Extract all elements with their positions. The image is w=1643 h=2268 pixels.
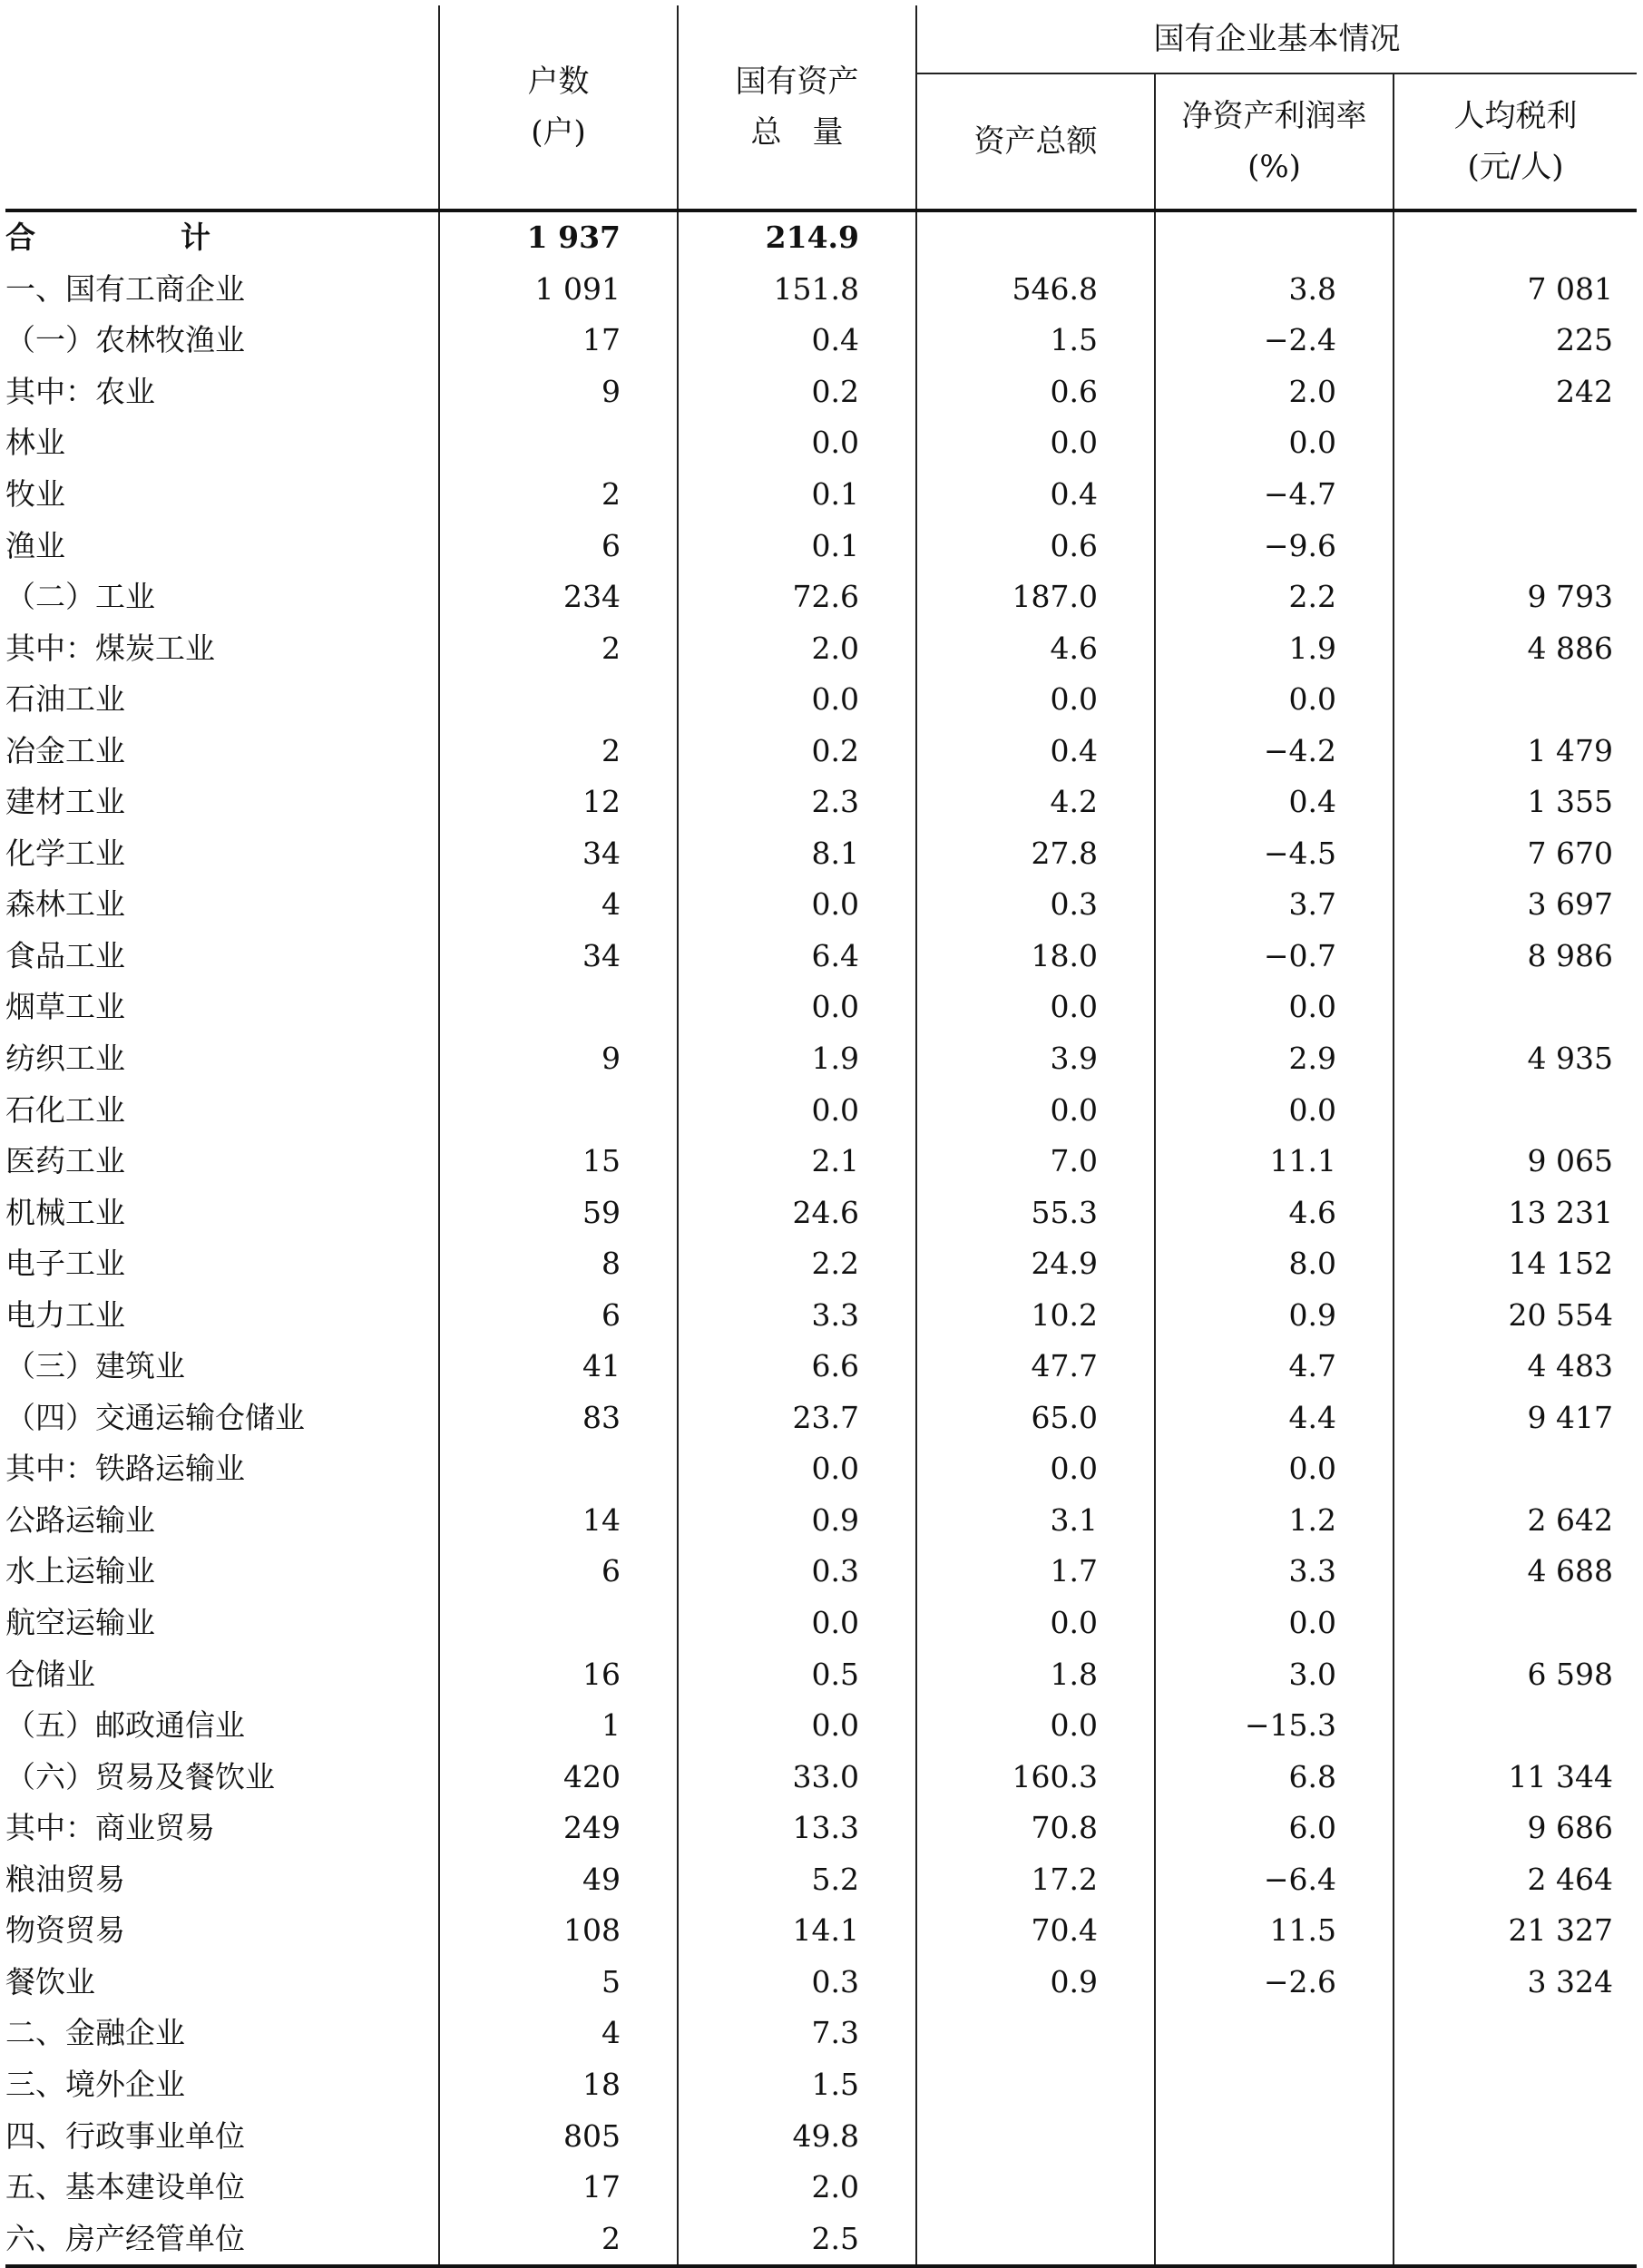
tax-per-capita-cell: 14 152 xyxy=(1508,1246,1613,1282)
households-cell: 9 xyxy=(439,367,678,418)
table-row xyxy=(5,2162,1637,2214)
state-assets-cell: 0.1 xyxy=(678,520,916,572)
tax-per-capita-cell xyxy=(1394,469,1637,521)
tax-per-capita-cell: 225 xyxy=(1556,322,1613,358)
state-assets-cell: 0.1 xyxy=(678,469,916,521)
total-assets-cell: 27.8 xyxy=(916,828,1155,880)
state-assets-cell: 2.2 xyxy=(678,1238,916,1290)
return-rate-cell: 0.0 xyxy=(1155,417,1394,469)
tax-per-capita-cell xyxy=(1394,2059,1637,2111)
state-assets-cell: 0.4 xyxy=(678,315,916,367)
table-row xyxy=(5,1289,1637,1341)
households-cell: 108 xyxy=(439,1905,678,1957)
total-assets-cell: 3.1 xyxy=(916,1495,1155,1547)
table-header xyxy=(5,5,1637,210)
row-label: （四）交通运输仓储业 xyxy=(5,1393,439,1444)
return-rate-cell: 6.8 xyxy=(1155,1751,1394,1803)
state-assets-cell: 151.8 xyxy=(678,264,916,316)
table-row xyxy=(5,1084,1637,1136)
households-cell: 34 xyxy=(439,931,678,982)
row-label: 纺织工业 xyxy=(5,1033,439,1085)
households-cell xyxy=(439,1598,678,1649)
total-assets-cell: 0.9 xyxy=(916,1957,1155,2009)
state-assets-header: 国有资产 总 量 xyxy=(678,5,916,210)
households-cell: 2 xyxy=(439,2213,678,2266)
total-assets-cell: 0.0 xyxy=(916,982,1155,1033)
table-row xyxy=(5,1854,1637,1906)
return-rate-cell: 2.9 xyxy=(1155,1033,1394,1085)
table-row xyxy=(5,1546,1637,1598)
return-rate-cell: 0.0 xyxy=(1155,674,1394,726)
return-rate-cell: 0.9 xyxy=(1155,1289,1394,1341)
table-row xyxy=(5,2213,1637,2266)
tax-per-capita-cell xyxy=(1394,2162,1637,2214)
return-rate-cell: 0.4 xyxy=(1155,777,1394,828)
row-label: 电子工业 xyxy=(5,1238,439,1290)
row-label: 烟草工业 xyxy=(5,982,439,1033)
households-cell: 34 xyxy=(439,828,678,880)
return-rate-cell xyxy=(1155,2162,1394,2214)
state-assets-cell: 49.8 xyxy=(678,2110,916,2162)
row-label: 五、基本建设单位 xyxy=(5,2162,439,2214)
return-rate-cell: 0.0 xyxy=(1155,1598,1394,1649)
return-rate-cell: −2.4 xyxy=(1155,315,1394,367)
state-assets-cell: 2.3 xyxy=(678,777,916,828)
return-rate-cell: 0.0 xyxy=(1155,1443,1394,1495)
tax-per-capita-cell xyxy=(1394,417,1637,469)
total-assets-header: 资产总额 xyxy=(916,73,1155,210)
households-cell: 17 xyxy=(439,2162,678,2214)
total-label: 合 计 xyxy=(5,210,439,264)
state-assets-cell: 0.0 xyxy=(678,1598,916,1649)
total-assets-cell: 0.4 xyxy=(916,469,1155,521)
return-rate-cell xyxy=(1155,2059,1394,2111)
table-row xyxy=(5,1905,1637,1957)
return-rate-cell: 8.0 xyxy=(1155,1238,1394,1290)
return-rate-cell xyxy=(1155,2213,1394,2266)
return-rate-cell: 4.6 xyxy=(1155,1187,1394,1238)
tax-per-capita-cell xyxy=(1394,1598,1637,1649)
total-assets-cell: 10.2 xyxy=(916,1289,1155,1341)
table-row xyxy=(5,2110,1637,2162)
tax-per-capita-cell: 7 670 xyxy=(1527,835,1613,871)
total-assets-cell: 546.8 xyxy=(916,264,1155,316)
total-assets-cell: 0.6 xyxy=(916,520,1155,572)
households-cell xyxy=(439,1443,678,1495)
total-assets-cell xyxy=(916,2162,1155,2214)
tax-per-capita-cell xyxy=(1394,2008,1637,2059)
households-cell: 15 xyxy=(439,1136,678,1188)
table-row xyxy=(5,1957,1637,2009)
table-row xyxy=(5,982,1637,1033)
state-assets-cell: 1.5 xyxy=(678,2059,916,2111)
row-label: 公路运输业 xyxy=(5,1495,439,1547)
households-cell: 6 xyxy=(439,1546,678,1598)
total-state-assets: 214.9 xyxy=(678,210,916,264)
row-label: 其中：煤炭工业 xyxy=(5,622,439,674)
table-row xyxy=(5,264,1637,316)
tax-per-capita-cell: 3 324 xyxy=(1527,1963,1613,1999)
tax-per-capita-cell: 4 935 xyxy=(1527,1041,1613,1077)
row-label: 建材工业 xyxy=(5,777,439,828)
row-label: 林业 xyxy=(5,417,439,469)
total-assets-cell xyxy=(916,2213,1155,2266)
table-row xyxy=(5,674,1637,726)
households-cell: 420 xyxy=(439,1751,678,1803)
state-assets-cell: 2.1 xyxy=(678,1136,916,1188)
tax-per-capita-cell: 4 483 xyxy=(1527,1348,1613,1384)
return-rate-cell: −0.7 xyxy=(1155,931,1394,982)
row-label: 石化工业 xyxy=(5,1084,439,1136)
table-row xyxy=(5,1187,1637,1238)
return-rate-cell: −4.7 xyxy=(1155,469,1394,521)
row-label: 仓储业 xyxy=(5,1648,439,1700)
total-assets-cell: 17.2 xyxy=(916,1854,1155,1906)
tax-per-capita-header: 人均税利 (元/人) xyxy=(1394,73,1637,210)
households-cell: 49 xyxy=(439,1854,678,1906)
return-rate-cell xyxy=(1155,2110,1394,2162)
row-label: 其中：铁路运输业 xyxy=(5,1443,439,1495)
return-rate-cell: −6.4 xyxy=(1155,1854,1394,1906)
state-assets-cell: 0.0 xyxy=(678,674,916,726)
total-assets-cell: 0.0 xyxy=(916,1084,1155,1136)
return-rate-cell: 11.5 xyxy=(1155,1905,1394,1957)
table-row xyxy=(5,1033,1637,1085)
tax-per-capita-cell xyxy=(1394,2213,1637,2266)
tax-per-capita-cell: 2 642 xyxy=(1527,1501,1613,1538)
total-assets-cell: 4.2 xyxy=(916,777,1155,828)
row-label: （二）工业 xyxy=(5,572,439,623)
total-assets-cell: 65.0 xyxy=(916,1393,1155,1444)
total-assets-cell: 18.0 xyxy=(916,931,1155,982)
return-rate-cell: −15.3 xyxy=(1155,1700,1394,1752)
tax-per-capita-cell: 4 688 xyxy=(1527,1553,1613,1589)
return-rate-cell: 0.0 xyxy=(1155,982,1394,1033)
row-label: 石油工业 xyxy=(5,674,439,726)
total-assets-cell: 0.0 xyxy=(916,1598,1155,1649)
households-cell: 18 xyxy=(439,2059,678,2111)
row-label: 化学工业 xyxy=(5,828,439,880)
tax-per-capita-cell: 9 065 xyxy=(1527,1143,1613,1179)
total-assets-cell xyxy=(916,2059,1155,2111)
return-rate-cell: 1.2 xyxy=(1155,1495,1394,1547)
households-cell: 14 xyxy=(439,1495,678,1547)
tax-per-capita-cell: 1 355 xyxy=(1527,784,1613,820)
row-label: 六、房产经管单位 xyxy=(5,2213,439,2266)
households-cell: 4 xyxy=(439,2008,678,2059)
table-row xyxy=(5,1495,1637,1547)
households-cell: 6 xyxy=(439,520,678,572)
tax-per-capita-cell: 20 554 xyxy=(1508,1296,1613,1333)
tax-per-capita-cell: 3 697 xyxy=(1527,886,1613,923)
row-label: 四、行政事业单位 xyxy=(5,2110,439,2162)
total-tax xyxy=(1394,210,1637,264)
total-assets-cell: 187.0 xyxy=(916,572,1155,623)
tax-per-capita-cell: 9 793 xyxy=(1527,579,1613,615)
households-cell xyxy=(439,982,678,1033)
row-label: 物资贸易 xyxy=(5,1905,439,1957)
stub-header-cell xyxy=(5,5,439,210)
table-row xyxy=(5,1136,1637,1188)
tax-per-capita-cell xyxy=(1394,1700,1637,1752)
table-row xyxy=(5,1443,1637,1495)
total-assets-cell: 0.0 xyxy=(916,417,1155,469)
row-label: （一）农林牧渔业 xyxy=(5,315,439,367)
state-assets-cell: 6.6 xyxy=(678,1341,916,1393)
tax-per-capita-cell xyxy=(1394,1084,1637,1136)
row-label: 冶金工业 xyxy=(5,725,439,777)
return-rate-cell: 3.3 xyxy=(1155,1546,1394,1598)
return-rate-cell: 6.0 xyxy=(1155,1803,1394,1854)
table-row xyxy=(5,1238,1637,1290)
return-rate-cell: 0.0 xyxy=(1155,1084,1394,1136)
state-assets-cell: 0.3 xyxy=(678,1957,916,2009)
households-cell: 41 xyxy=(439,1341,678,1393)
households-cell: 5 xyxy=(439,1957,678,2009)
total-assets-cell xyxy=(916,2110,1155,2162)
row-label: 牧业 xyxy=(5,469,439,521)
total-assets-cell: 1.8 xyxy=(916,1648,1155,1700)
state-assets-cell: 0.0 xyxy=(678,982,916,1033)
total-assets-cell: 55.3 xyxy=(916,1187,1155,1238)
state-assets-cell: 0.2 xyxy=(678,367,916,418)
households-cell: 12 xyxy=(439,777,678,828)
state-assets-cell: 3.3 xyxy=(678,1289,916,1341)
return-rate-cell: −4.2 xyxy=(1155,725,1394,777)
households-cell: 1 091 xyxy=(439,264,678,316)
households-header: 户数 (户) xyxy=(439,5,678,210)
table-row xyxy=(5,315,1637,367)
table-row xyxy=(5,828,1637,880)
row-label: 其中：农业 xyxy=(5,367,439,418)
table-row xyxy=(5,931,1637,982)
total-return-rate xyxy=(1155,210,1394,264)
table-row xyxy=(5,367,1637,418)
table-row xyxy=(5,469,1637,521)
state-assets-cell: 33.0 xyxy=(678,1751,916,1803)
row-label: （三）建筑业 xyxy=(5,1341,439,1393)
total-assets-cell: 0.0 xyxy=(916,1443,1155,1495)
total-assets-cell: 70.4 xyxy=(916,1905,1155,1957)
state-assets-cell: 0.0 xyxy=(678,417,916,469)
tax-per-capita-cell: 7 081 xyxy=(1527,270,1613,307)
table-row xyxy=(5,879,1637,931)
state-assets-cell: 0.0 xyxy=(678,1700,916,1752)
tax-per-capita-cell xyxy=(1394,2110,1637,2162)
total-assets-cell: 3.9 xyxy=(916,1033,1155,1085)
tax-per-capita-cell: 242 xyxy=(1556,373,1613,409)
tax-per-capita-cell: 4 886 xyxy=(1527,630,1613,666)
total-assets-cell: 24.9 xyxy=(916,1238,1155,1290)
row-label: （六）贸易及餐饮业 xyxy=(5,1751,439,1803)
row-label: 食品工业 xyxy=(5,931,439,982)
households-cell: 4 xyxy=(439,879,678,931)
row-label: 航空运输业 xyxy=(5,1598,439,1649)
table-row xyxy=(5,417,1637,469)
row-label: 机械工业 xyxy=(5,1187,439,1238)
return-rate-cell: −9.6 xyxy=(1155,520,1394,572)
tax-per-capita-cell: 2 464 xyxy=(1527,1861,1613,1897)
row-label: 一、国有工商企业 xyxy=(5,264,439,316)
households-cell: 805 xyxy=(439,2110,678,2162)
total-assets-cell: 4.6 xyxy=(916,622,1155,674)
total-assets-cell xyxy=(916,2008,1155,2059)
households-cell: 2 xyxy=(439,469,678,521)
tax-per-capita-cell: 13 231 xyxy=(1508,1194,1613,1230)
state-assets-cell: 0.0 xyxy=(678,1084,916,1136)
tax-per-capita-cell xyxy=(1394,1443,1637,1495)
state-assets-cell: 14.1 xyxy=(678,1905,916,1957)
return-rate-cell: 3.0 xyxy=(1155,1648,1394,1700)
row-label: 三、境外企业 xyxy=(5,2059,439,2111)
return-rate-header: 净资产利润率 (%) xyxy=(1155,73,1394,210)
total-assets-cell: 7.0 xyxy=(916,1136,1155,1188)
households-cell xyxy=(439,1084,678,1136)
row-label: 粮油贸易 xyxy=(5,1854,439,1906)
total-assets-cell: 1.5 xyxy=(916,315,1155,367)
row-label: 水上运输业 xyxy=(5,1546,439,1598)
state-assets-cell: 13.3 xyxy=(678,1803,916,1854)
return-rate-cell: −4.5 xyxy=(1155,828,1394,880)
row-label: 二、金融企业 xyxy=(5,2008,439,2059)
total-assets-cell: 70.8 xyxy=(916,1803,1155,1854)
total-total-assets xyxy=(916,210,1155,264)
table-row xyxy=(5,725,1637,777)
total-row xyxy=(5,210,1637,264)
state-assets-cell: 24.6 xyxy=(678,1187,916,1238)
row-label: （五）邮政通信业 xyxy=(5,1700,439,1752)
row-label: 电力工业 xyxy=(5,1289,439,1341)
table-row xyxy=(5,1393,1637,1444)
return-rate-cell: −2.6 xyxy=(1155,1957,1394,2009)
state-assets-cell: 0.0 xyxy=(678,1443,916,1495)
table-row xyxy=(5,777,1637,828)
households-cell: 234 xyxy=(439,572,678,623)
state-assets-cell: 72.6 xyxy=(678,572,916,623)
households-cell: 2 xyxy=(439,622,678,674)
table-row xyxy=(5,1341,1637,1393)
households-cell: 83 xyxy=(439,1393,678,1444)
return-rate-cell: 4.4 xyxy=(1155,1393,1394,1444)
households-cell: 16 xyxy=(439,1648,678,1700)
state-assets-cell: 0.5 xyxy=(678,1648,916,1700)
state-assets-cell: 0.3 xyxy=(678,1546,916,1598)
state-assets-cell: 2.5 xyxy=(678,2213,916,2266)
households-cell: 9 xyxy=(439,1033,678,1085)
total-assets-cell: 160.3 xyxy=(916,1751,1155,1803)
tax-per-capita-cell: 9 686 xyxy=(1527,1810,1613,1846)
tax-per-capita-cell: 9 417 xyxy=(1527,1399,1613,1435)
households-cell: 17 xyxy=(439,315,678,367)
households-cell: 249 xyxy=(439,1803,678,1854)
tax-per-capita-cell xyxy=(1394,674,1637,726)
state-assets-cell: 2.0 xyxy=(678,622,916,674)
row-label: 渔业 xyxy=(5,520,439,572)
total-assets-cell: 1.7 xyxy=(916,1546,1155,1598)
total-assets-cell: 0.0 xyxy=(916,674,1155,726)
state-assets-cell: 23.7 xyxy=(678,1393,916,1444)
row-label: 餐饮业 xyxy=(5,1957,439,2009)
tax-per-capita-cell: 6 598 xyxy=(1527,1656,1613,1692)
return-rate-cell: 3.7 xyxy=(1155,879,1394,931)
row-label: 其中：商业贸易 xyxy=(5,1803,439,1854)
total-assets-cell: 47.7 xyxy=(916,1341,1155,1393)
state-assets-cell: 0.2 xyxy=(678,725,916,777)
state-assets-cell: 0.0 xyxy=(678,879,916,931)
state-assets-table xyxy=(5,5,1637,2268)
table-row xyxy=(5,1803,1637,1854)
row-label: 医药工业 xyxy=(5,1136,439,1188)
table-row xyxy=(5,520,1637,572)
total-households: 1 937 xyxy=(439,210,678,264)
state-assets-cell: 0.9 xyxy=(678,1495,916,1547)
tax-per-capita-cell: 11 344 xyxy=(1508,1758,1613,1794)
return-rate-cell: 2.0 xyxy=(1155,367,1394,418)
table-body xyxy=(5,210,1637,2266)
households-cell: 59 xyxy=(439,1187,678,1238)
total-assets-cell: 0.0 xyxy=(916,1700,1155,1752)
table-row xyxy=(5,2059,1637,2111)
table-row xyxy=(5,2008,1637,2059)
table-row xyxy=(5,1648,1637,1700)
table-row xyxy=(5,1751,1637,1803)
row-label: 森林工业 xyxy=(5,879,439,931)
return-rate-cell xyxy=(1155,2008,1394,2059)
state-assets-cell: 1.9 xyxy=(678,1033,916,1085)
return-rate-cell: 1.9 xyxy=(1155,622,1394,674)
return-rate-cell: 4.7 xyxy=(1155,1341,1394,1393)
state-assets-cell: 8.1 xyxy=(678,828,916,880)
return-rate-cell: 2.2 xyxy=(1155,572,1394,623)
return-rate-cell: 11.1 xyxy=(1155,1136,1394,1188)
tax-per-capita-cell xyxy=(1394,520,1637,572)
households-cell: 8 xyxy=(439,1238,678,1290)
tax-per-capita-cell: 21 327 xyxy=(1508,1912,1613,1949)
state-assets-cell: 2.0 xyxy=(678,2162,916,2214)
households-cell: 6 xyxy=(439,1289,678,1341)
table-row xyxy=(5,622,1637,674)
tax-per-capita-cell: 8 986 xyxy=(1527,937,1613,973)
households-cell xyxy=(439,674,678,726)
total-assets-cell: 0.3 xyxy=(916,879,1155,931)
state-assets-cell: 5.2 xyxy=(678,1854,916,1906)
state-assets-cell: 6.4 xyxy=(678,931,916,982)
total-assets-cell: 0.4 xyxy=(916,725,1155,777)
total-assets-cell: 0.6 xyxy=(916,367,1155,418)
tax-per-capita-cell xyxy=(1394,982,1637,1033)
table-row xyxy=(5,1598,1637,1649)
households-cell: 2 xyxy=(439,725,678,777)
return-rate-cell: 3.8 xyxy=(1155,264,1394,316)
table-row xyxy=(5,1700,1637,1752)
households-cell xyxy=(439,417,678,469)
tax-per-capita-cell: 1 479 xyxy=(1527,732,1613,768)
soe-group-header: 国有企业基本情况 xyxy=(916,5,1637,73)
households-cell: 1 xyxy=(439,1700,678,1752)
table-row xyxy=(5,572,1637,623)
state-assets-cell: 7.3 xyxy=(678,2008,916,2059)
